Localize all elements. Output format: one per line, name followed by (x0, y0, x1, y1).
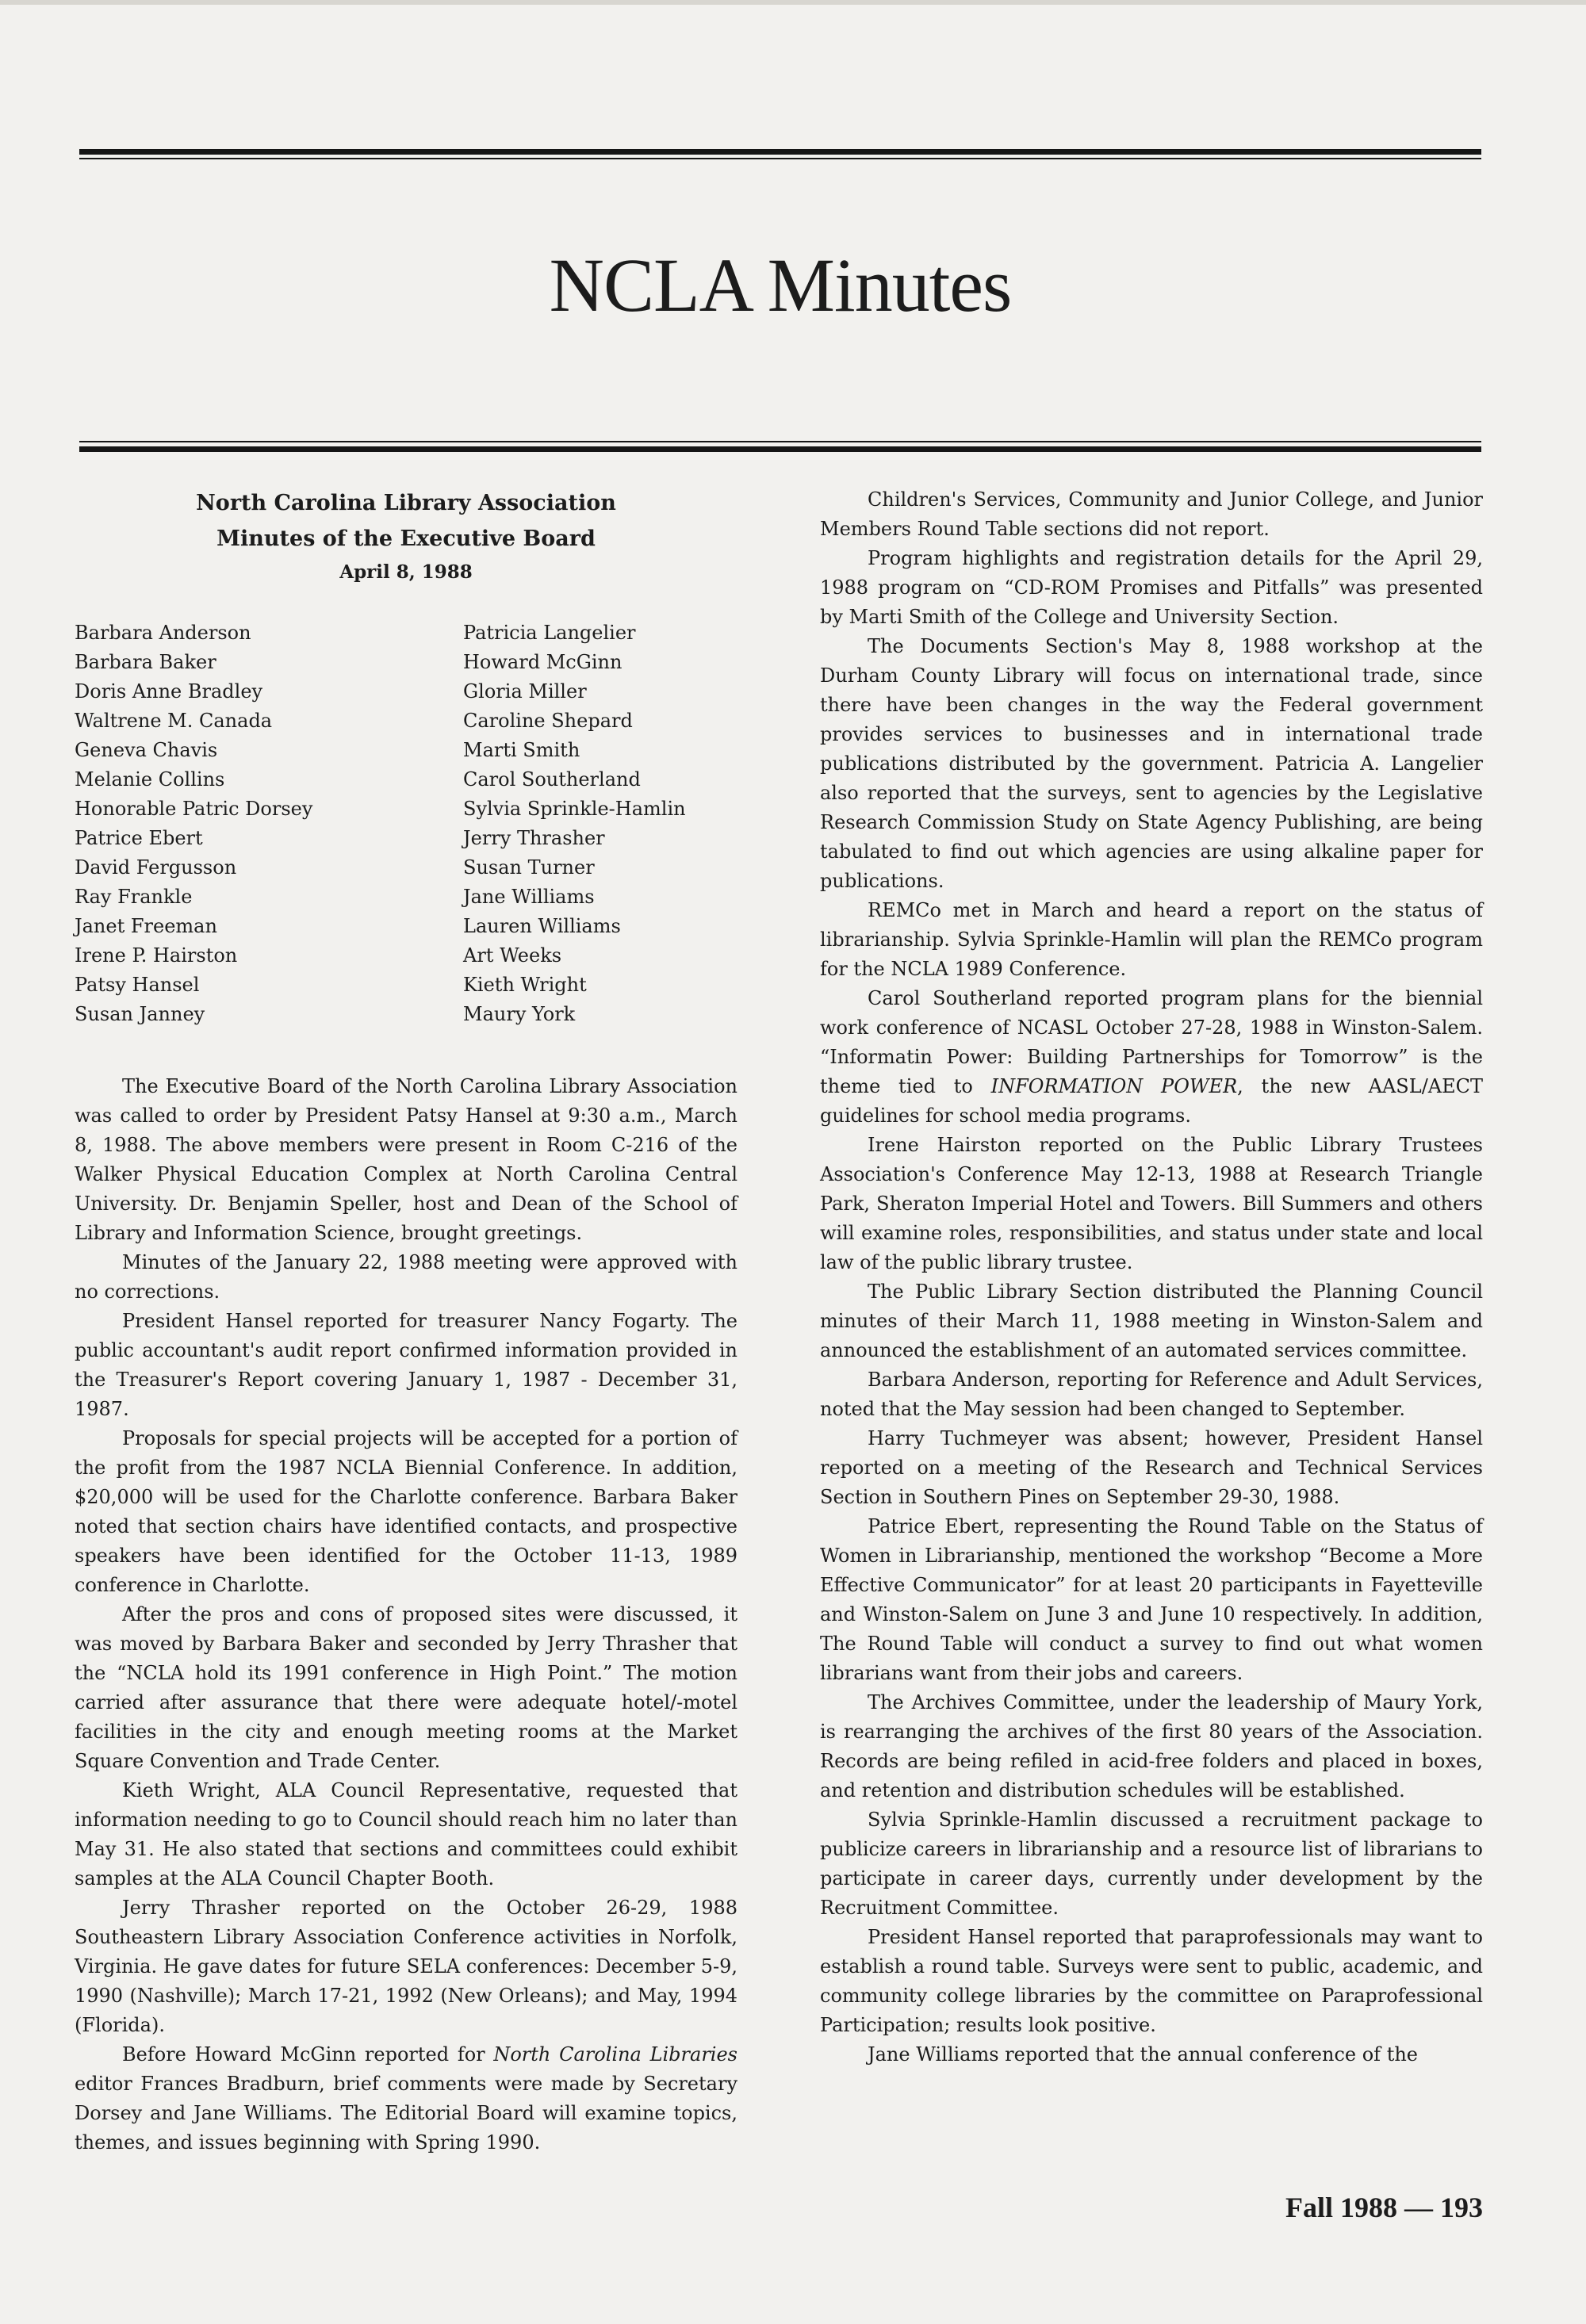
publication-title: North Carolina Libraries (493, 2043, 737, 2066)
title-top-rule (79, 149, 1481, 155)
member-name: Irene P. Hairston (75, 944, 238, 967)
member-name: Patricia Langelier (463, 622, 636, 644)
paragraph: President Hansel reported for treasurer Nancy Fogarty. The public accountant's audit report confirmed information provided in the Treasurer's Report covering January 1, 1987 - December 31, 1987. (75, 1310, 737, 1420)
title-bottom-rule (79, 446, 1481, 452)
text-run: editor Frances Bradburn, brief comments were made by Secretary Dorsey and Jane Williams. The Editorial Board will examine topics, themes, and issues beginning with Spring 1990. (75, 2073, 737, 2154)
paragraph: Proposals for special projects will be accepted for a portion of the profit from the 1987 NCLA Biennial Conference. In addition, $20,000 will be used for the Charlotte conference. Barbara Baker noted that section chairs have identified contacts, and prospective speakers have been identified for the October 11-13, 1989 conference in Charlotte. (75, 1427, 737, 1596)
paragraph: After the pros and cons of proposed sites were discussed, it was moved by Barbara Baker and seconded by Jerry Thrasher that the “NCLA hold its 1991 conference in High Point.” The motion carried after assurance that there were adequate hotel/-motel facilities in the city and enough meeting rooms at the Market Square Convention and Trade Center. (75, 1603, 737, 1772)
member-name: Doris Anne Bradley (75, 680, 263, 703)
member-name: Carol Southerland (463, 768, 641, 791)
member-name: Caroline Shepard (463, 710, 633, 732)
member-name: Melanie Collins (75, 768, 225, 791)
publication-title: INFORMATION POWER (990, 1075, 1238, 1097)
paragraph: The Public Library Section distributed the Planning Council minutes of their March 11, 1988 meeting in Winston-Salem and announced the establishment of an automated services committee. (820, 1281, 1483, 1361)
title-bottom-rule-thin (79, 441, 1481, 442)
member-name: Patrice Ebert (75, 827, 203, 849)
page-footer: Fall 1988 — 193 (1285, 2192, 1483, 2223)
paragraph (75, 2040, 737, 2157)
member-name: Kieth Wright (463, 974, 587, 996)
member-name: Ray Frankle (75, 886, 193, 908)
text-run: Carol Southerland reported program plans for the biennial work conference of NCASL October 27-28, 1988 in Winston-Salem. “Informatin Power: Building Partnerships for Tomorrow” is the theme tied to (820, 987, 1483, 1097)
paragraph: Minutes of the January 22, 1988 meeting were approved with no corrections. (75, 1251, 737, 1303)
paragraph: President Hansel reported that paraprofessionals may want to establish a round table. Surveys were sent to public, academic, and community college libraries by the committee on Paraprofessional Participation; results look positive. (820, 1926, 1483, 2036)
member-name: Patsy Hansel (75, 974, 200, 996)
members-column-1 (75, 618, 463, 1029)
member-name: Janet Freeman (75, 915, 217, 937)
member-name: Sylvia Sprinkle-Hamlin (463, 798, 686, 820)
title-top-rule-thin (79, 158, 1481, 159)
member-name: David Fergusson (75, 856, 237, 879)
paragraph: Program highlights and registration details for the April 29, 1988 program on “CD-ROM Promises and Pitfalls” was presented by Marti Smith of the College and University Section. (820, 547, 1483, 628)
page-title: NCLA Minutes (549, 243, 1012, 327)
paragraph: The Documents Section's May 8, 1988 workshop at the Durham County Library will focus on international trade, since there have been changes in the way the Federal government provides services to businesses and in international trade publications distributed by the government. Patricia A. Langelier also reported that the surveys, sent to agencies by the Legislative Research Commission Study on State Agency Publishing, are being tabulated to find out which agencies are using alkaline paper for publications. (820, 635, 1483, 892)
paragraph: Harry Tuchmeyer was absent; however, President Hansel reported on a meeting of the Research and Technical Services Section in Southern Pines on September 29-30, 1988. (820, 1427, 1483, 1508)
paragraph: The Executive Board of the North Carolina Library Association was called to order by President Patsy Hansel at 9:30 a.m., March 8, 1988. The above members were present in Room C-216 of the Walker Physical Education Complex at North Carolina Central University. Dr. Benjamin Speller, host and Dean of the School of Library and Information Science, brought greetings. (75, 1075, 737, 1244)
paragraph: Kieth Wright, ALA Council Representative, requested that information needing to go to Council should reach him no later than May 31. He also stated that sections and committees could exhibit samples at the ALA Council Chapter Booth. (75, 1779, 737, 1889)
org-heading: North Carolina Library Association (196, 491, 616, 515)
member-name: Jerry Thrasher (463, 827, 605, 849)
text-run: Before Howard McGinn reported for (122, 2043, 494, 2066)
member-name: Lauren Williams (463, 915, 621, 937)
page-edge (0, 0, 1586, 5)
member-name: Waltrene M. Canada (75, 710, 273, 732)
paragraph: Children's Services, Community and Junior College, and Junior Members Round Table sections did not report. (820, 488, 1483, 540)
paragraph: REMCo met in March and heard a report on the status of librarianship. Sylvia Sprinkle-Hamlin will plan the REMCo program for the NCLA 1989 Conference. (820, 899, 1483, 980)
paragraph: Barbara Anderson, reporting for Reference and Adult Services, noted that the May session had been changed to September. (820, 1369, 1483, 1420)
member-name: Jane Williams (463, 886, 595, 908)
paragraph: Sylvia Sprinkle-Hamlin discussed a recruitment package to publicize careers in librarianship and a resource list of librarians to participate in career days, currently under development by the Recruitment Committee. (820, 1809, 1483, 1919)
member-name: Maury York (463, 1003, 576, 1025)
member-name: Honorable Patric Dorsey (75, 798, 313, 820)
paragraph: Jerry Thrasher reported on the October 26-29, 1988 Southeastern Library Association Conference activities in Norfolk, Virginia. He gave dates for future SELA conferences: December 5-9, 1990 (Nashville); March 17-21, 1992 (New Orleans); and May, 1994 (Florida). (75, 1897, 737, 2036)
paragraph: The Archives Committee, under the leadership of Maury York, is rearranging the archives of the first 80 years of the Association. Records are being refiled in acid-free folders and placed in boxes, and retention and distribution schedules will be established. (820, 1691, 1483, 1801)
member-name: Barbara Baker (75, 651, 216, 673)
minutes-heading: Minutes of the Executive Board (216, 526, 596, 551)
paragraph: Patrice Ebert, representing the Round Table on the Status of Women in Librarianship, mentioned the workshop “Become a More Effective Communicator” for at least 20 participants in Fayetteville and Winston-Salem on June 3 and June 10 respectively. In addition, The Round Table will conduct a survey to find out what women librarians want from their jobs and careers. (820, 1515, 1483, 1684)
member-name: Gloria Miller (463, 680, 587, 703)
text-run: , the new AASL/AECT guidelines for school media programs. (820, 1075, 1483, 1127)
paragraph (820, 984, 1483, 1131)
member-name: Howard McGinn (463, 651, 623, 673)
meeting-date: April 8, 1988 (339, 561, 473, 583)
members-list (75, 618, 737, 1029)
members-column-2 (463, 618, 733, 1029)
member-name: Susan Janney (75, 1003, 205, 1025)
member-name: Geneva Chavis (75, 739, 218, 761)
paragraph: Jane Williams reported that the annual conference of the (868, 2043, 1418, 2066)
member-name: Susan Turner (463, 856, 595, 879)
left-column (75, 485, 737, 2157)
member-name: Art Weeks (463, 944, 562, 967)
member-name: Marti Smith (463, 739, 580, 761)
right-column (820, 485, 1483, 2069)
paragraph: Irene Hairston reported on the Public Library Trustees Association's Conference May 12-13, 1988 at Research Triangle Park, Sheraton Imperial Hotel and Towers. Bill Summers and others will examine roles, responsibilities, and status under state and local law of the public library trustee. (820, 1134, 1483, 1273)
member-name: Barbara Anderson (75, 622, 251, 644)
